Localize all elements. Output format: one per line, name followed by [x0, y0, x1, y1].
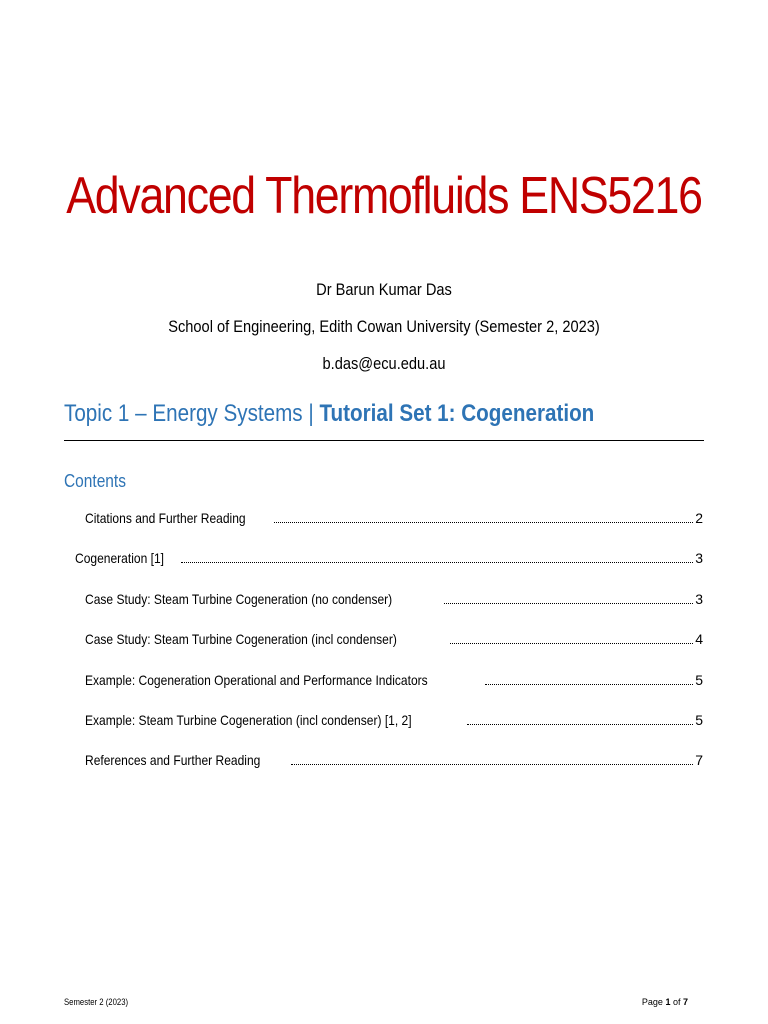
toc-entry-references[interactable]: [85, 750, 703, 770]
toc-leader: [274, 522, 693, 523]
toc-entry-citations[interactable]: [85, 508, 703, 528]
toc-entry-cogeneration[interactable]: [75, 548, 703, 568]
topic-prefix: Topic 1 – Energy Systems |: [64, 400, 320, 427]
footer-page-indicator: [642, 996, 688, 1008]
toc-page-number: 7: [695, 752, 703, 768]
footer-page-of: of: [670, 997, 683, 1007]
toc-entry-example-indicators[interactable]: [85, 670, 703, 690]
toc-leader: [450, 643, 694, 644]
author-affiliation: School of Engineering, Edith Cowan University (Semester 2, 2023): [168, 317, 600, 336]
toc-entry-case-study-incl-condenser[interactable]: [85, 629, 703, 649]
toc-page-number: 2: [695, 510, 703, 526]
author-email: b.das@ecu.edu.au: [322, 354, 446, 373]
document-title: Advanced Thermofluids ENS5216: [66, 167, 702, 225]
footer-page-number: 1: [665, 997, 671, 1007]
topic-tutorial-title: Tutorial Set 1: Cogeneration: [319, 400, 595, 427]
footer-page-total: 7: [682, 997, 688, 1007]
toc-entry-text: Cogeneration [1]: [75, 550, 165, 566]
footer-page-word: Page: [641, 997, 666, 1007]
toc-entry-case-study-no-condenser[interactable]: [85, 589, 703, 609]
author-name: Dr Barun Kumar Das: [316, 280, 452, 299]
toc-page-number: 5: [695, 712, 703, 728]
toc-entry-text: Case Study: Steam Turbine Cogeneration (incl condenser): [85, 631, 397, 647]
topic-heading: [64, 396, 594, 432]
toc-entry-text: References and Further Reading: [85, 752, 261, 768]
heading-divider: [64, 440, 704, 441]
toc-entry-text: Example: Cogeneration Operational and Performance Indicators: [85, 672, 428, 688]
toc-leader: [181, 562, 694, 563]
toc-page-number: 4: [695, 631, 703, 647]
toc-page-number: 5: [695, 672, 703, 688]
toc-entry-text: Citations and Further Reading: [85, 510, 246, 526]
toc-leader: [444, 603, 693, 604]
toc-entry-text: Case Study: Steam Turbine Cogeneration (no condenser): [85, 591, 393, 607]
toc-page-number: 3: [695, 550, 703, 566]
toc-leader: [467, 724, 693, 725]
toc-entry-example-steam-turbine[interactable]: [85, 710, 703, 730]
toc-leader: [485, 684, 693, 685]
toc-leader: [291, 764, 693, 765]
toc-page-number: 3: [695, 591, 703, 607]
contents-heading: Contents: [64, 471, 126, 491]
toc-entry-text: Example: Steam Turbine Cogeneration (incl condenser) [1, 2]: [85, 712, 412, 728]
footer-semester: Semester 2 (2023): [64, 997, 129, 1007]
